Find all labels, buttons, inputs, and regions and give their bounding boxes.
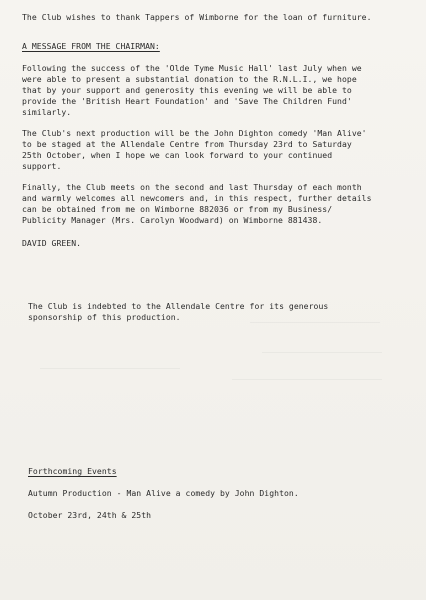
autumn-production: Autumn Production - Man Alive a comedy by John Dighton.: [28, 488, 299, 498]
text-line: and warmly welcomes all newcomers and, in this respect, further details: [22, 193, 372, 203]
production-dates: October 23rd, 24th & 25th: [28, 510, 152, 520]
events-heading: Forthcoming Events: [28, 466, 117, 476]
text-line: were able to present a substantial donation to the R.N.L.I., we hope: [22, 74, 357, 84]
text-line: Following the success of the 'Olde Tyme Music Hall' last July when we: [22, 63, 362, 73]
text-line: sponsorship of this production.: [28, 312, 181, 322]
text-line: The Club's next production will be the John Dighton comedy 'Man Alive': [22, 128, 367, 138]
text-line: 25th October, when I hope we can look forward to your continued: [22, 150, 333, 160]
text-line: provide the 'British Heart Foundation' and 'Save The Children Fund': [22, 96, 352, 106]
signature: DAVID GREEN.: [22, 238, 82, 248]
text-line: Publicity Manager (Mrs. Carolyn Woodward) on Wimborne 881438.: [22, 215, 323, 225]
show-through-mark: [40, 368, 180, 369]
text-line: similarly.: [22, 107, 72, 117]
chairman-heading: A MESSAGE FROM THE CHAIRMAN:: [22, 41, 160, 51]
text-line: Finally, the Club meets on the second and last Thursday of each month: [22, 182, 362, 192]
thanks-line: The Club wishes to thank Tappers of Wimborne for the loan of furniture.: [22, 12, 372, 22]
text-line: can be obtained from me on Wimborne 882036 or from my Business/: [22, 204, 333, 214]
text-line: to be staged at the Allendale Centre from Thursday 23rd to Saturday: [22, 139, 352, 149]
text-line: The Club is indebted to the Allendale Centre for its generous: [28, 301, 329, 311]
show-through-mark: [250, 322, 380, 323]
show-through-mark: [262, 352, 382, 353]
text-line: that by your support and generosity this evening we will be able to: [22, 85, 352, 95]
show-through-mark: [232, 379, 382, 380]
text-line: support.: [22, 161, 62, 171]
